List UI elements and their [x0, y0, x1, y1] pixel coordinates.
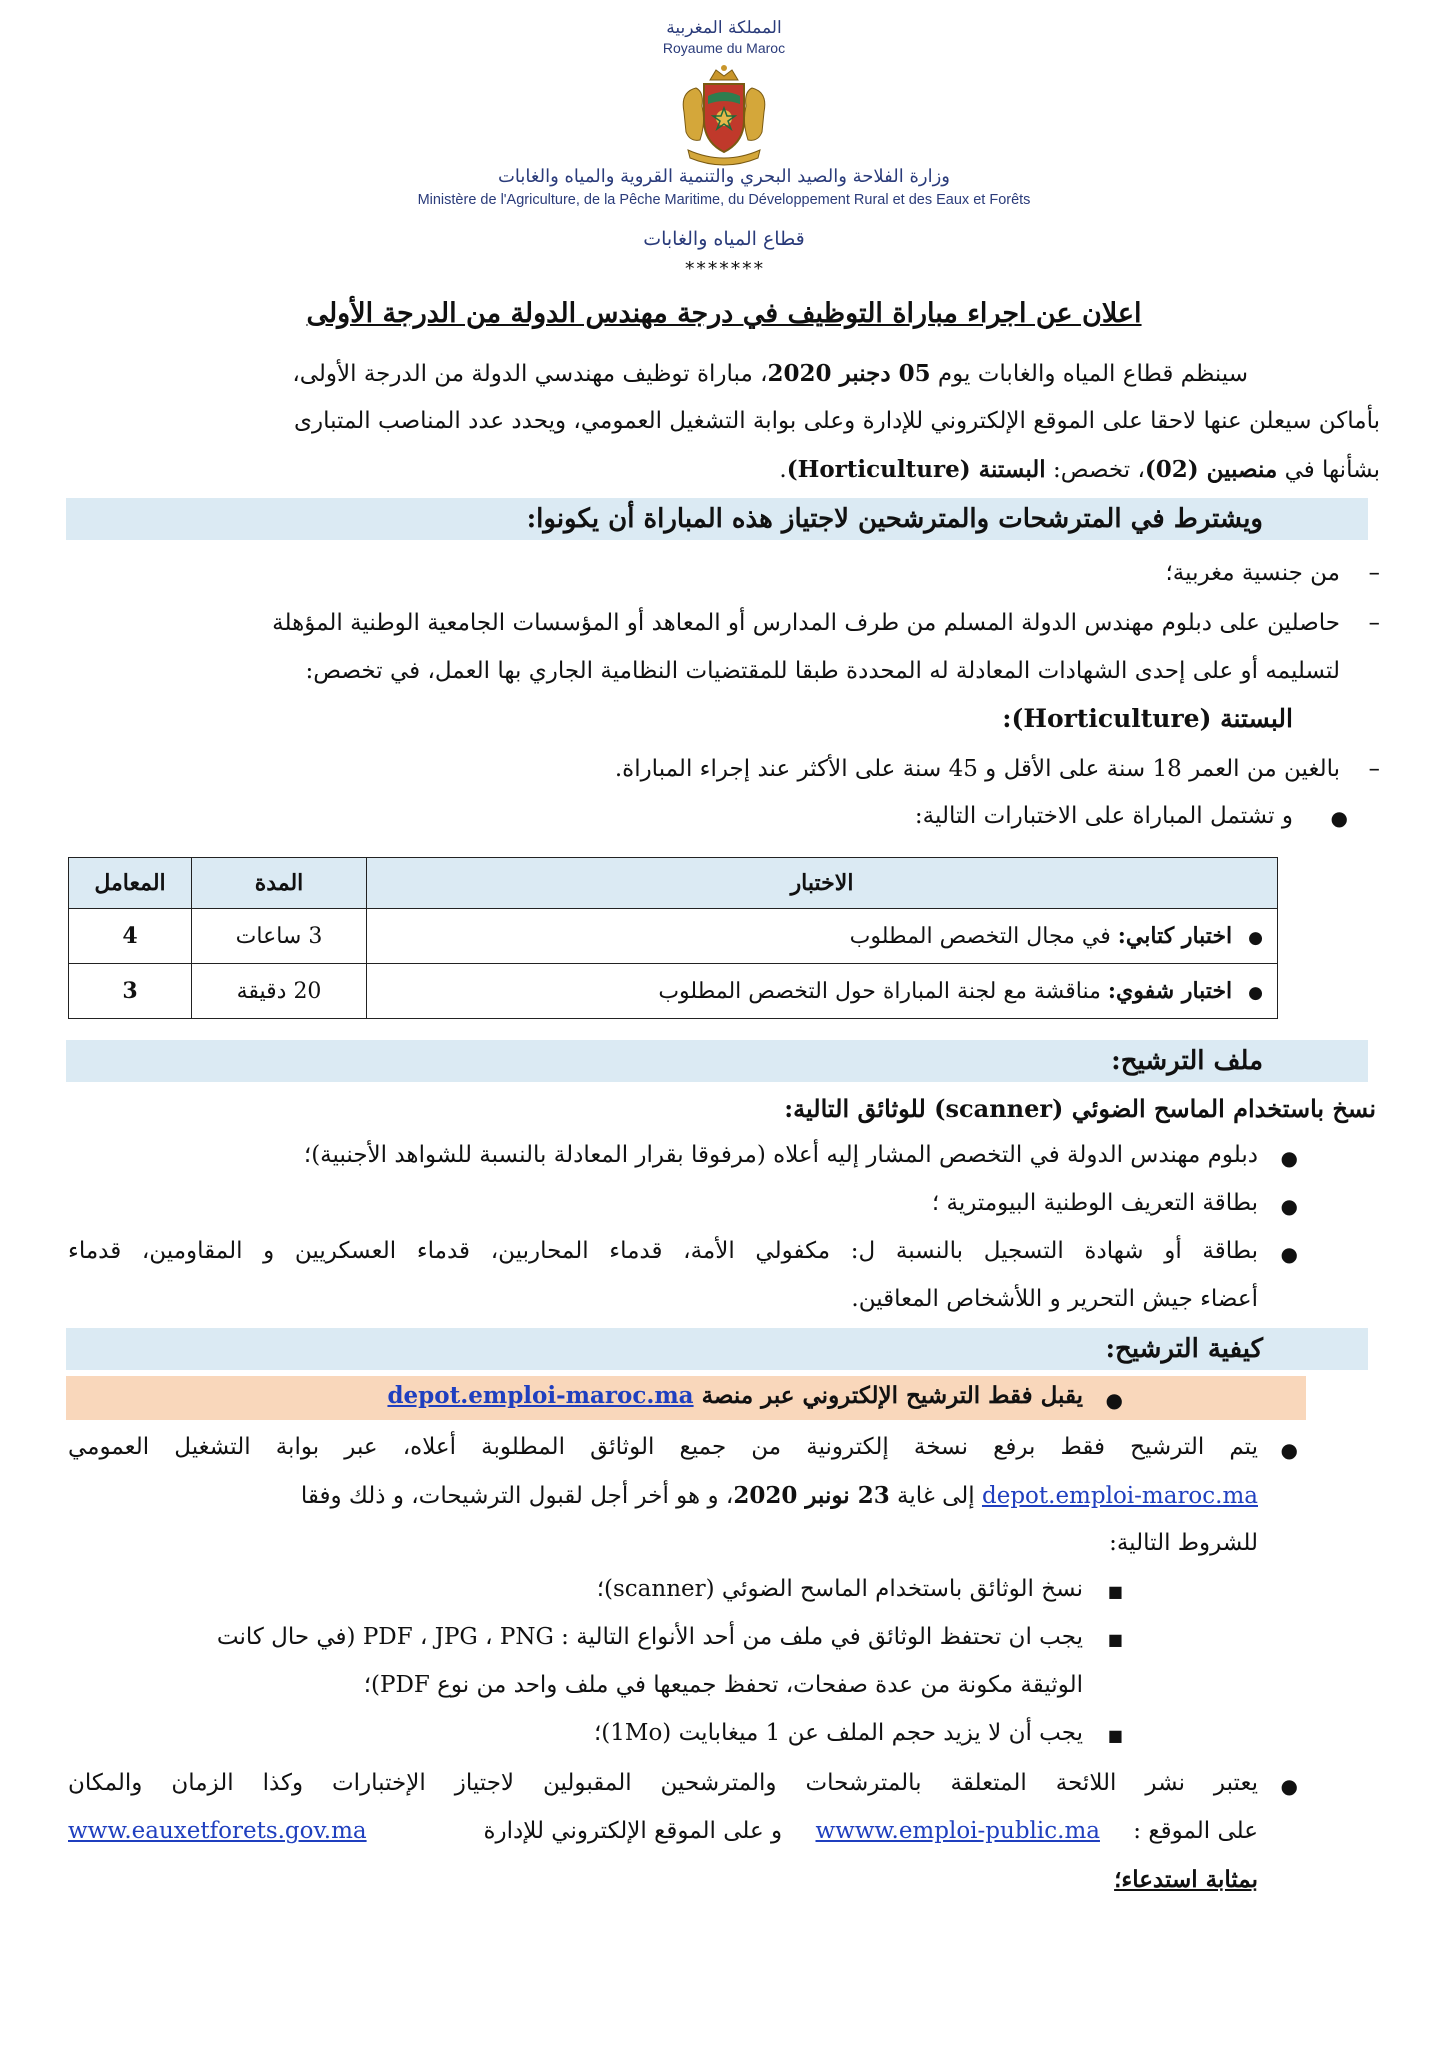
bullet-icon: ● [1248, 983, 1263, 1003]
publication-line-3: بمثابة استدعاء؛ [1114, 1866, 1258, 1893]
document-id-card: بطاقة التعريف الوطنية البيومترية ؛ [931, 1190, 1258, 1216]
bullet-icon: ● [1280, 1194, 1298, 1218]
ministry-name-french: Ministère de l'Agriculture, de la Pêche Maritime, du Développement Rural et des Eaux et Forêts [417, 192, 1031, 208]
table-row [69, 909, 1278, 964]
requirement-format-line-2: الوثيقة مكونة من عدة صفحات، تحفظ جميعها في ملف واحد من نوع PDF)؛ [363, 1672, 1083, 1698]
bullet-icon: ● [1105, 1388, 1123, 1412]
bullet-icon: ● [1248, 928, 1263, 948]
exam-coefficient: 4 [69, 909, 192, 964]
document-registration-line-2: أعضاء جيش التحرير و اللأشخاص المعاقين. [851, 1286, 1258, 1312]
online-only-text: يقبل فقط الترشيح الإلكتروني عبر منصة [693, 1382, 1083, 1409]
condition-diploma-line-1: حاصلين على دبلوم مهندس الدولة المسلم من طرف المدارس أو المعاهد أو المؤسسات الجامعية الوطنية المؤهلة [272, 610, 1340, 636]
condition-diploma-line-2: لتسليمه أو على إحدى الشهادات المعادلة له المحددة طبقا للمقتضيات النظامية الجاري بها العمل، في تخصص: [305, 658, 1340, 684]
square-bullet-icon: ■ [1107, 1630, 1123, 1649]
requirement-format-line-1: يجب ان تحتفظ الوثائق في ملف من أحد الأنواع التالية : PDF ، JPG ، PNG (في حال كانت [216, 1624, 1083, 1650]
publication-text: و على الموقع الإلكتروني للإدارة [483, 1818, 783, 1844]
online-only-notice [68, 1382, 1083, 1409]
document-registration-line-1: بطاقة أو شهادة التسجيل بالنسبة ل: مكفولي الأمة، قدماء المحاربين، قدماء العسكريين و المقاومين، قدماء [68, 1238, 1258, 1264]
depot-portal-link[interactable]: depot.emploi-maroc.ma [981, 1483, 1258, 1509]
announcement-title: اعلان عن اجراء مباراة التوظيف في درجة مهندس الدولة من الدرجة الأولى [306, 298, 1142, 329]
file-subheading: نسخ باستخدام الماسح الضوئي (scanner) للوثائق التالية: [784, 1094, 1376, 1123]
positions-count: منصبين (02) [1144, 456, 1278, 483]
ministry-name-arabic: وزارة الفلاحة والصيد البحري والتنمية القروية والمياه والغابات [497, 166, 950, 187]
bullet-icon: ● [1280, 1242, 1298, 1266]
header-test: الاختبار [367, 858, 1278, 909]
square-bullet-icon: ■ [1107, 1582, 1123, 1601]
intro-text: سينظم قطاع المياه والغابات يوم [930, 361, 1248, 387]
header-coefficient: المعامل [69, 858, 192, 909]
kingdom-name-french: Royaume du Maroc [662, 40, 786, 56]
dash-icon: – [1368, 560, 1380, 586]
table-row [69, 964, 1278, 1019]
publication-text: على الموقع : [1133, 1818, 1258, 1844]
header-duration: المدة [192, 858, 367, 909]
kingdom-name-arabic: المملكة المغربية [666, 18, 782, 38]
exam-test-cell [367, 964, 1278, 1019]
bullet-icon: ● [1280, 1146, 1298, 1170]
intro-text: بشأنها في [1277, 457, 1380, 483]
intro-text: . [779, 457, 787, 483]
exams-intro: و تشتمل المباراة على الاختبارات التالية: [914, 803, 1293, 829]
table-header-row [69, 858, 1278, 909]
eauxetforets-link[interactable]: www.eauxetforets.gov.ma [68, 1818, 367, 1844]
depot-platform-link[interactable]: depot.emploi-maroc.ma [387, 1382, 694, 1409]
file-heading: ملف الترشيح: [1111, 1046, 1263, 1076]
exam-coefficient: 3 [69, 964, 192, 1019]
specialty: البستنة (Horticulture) [786, 456, 1046, 483]
bullet-icon: ● [1330, 806, 1348, 830]
procedure-line-3: للشروط التالية: [1109, 1530, 1258, 1556]
requirement-scanner: نسخ الوثائق باستخدام الماسح الضوئي (scanner)؛ [596, 1576, 1083, 1602]
moroccan-coat-of-arms-icon [670, 62, 778, 170]
condition-diploma-specialty: البستنة (Horticulture): [1002, 704, 1293, 733]
procedure-text: إلى غاية [889, 1483, 982, 1509]
exam-duration: 20 دقيقة [192, 964, 367, 1019]
publication-line-1: يعتبر نشر اللائحة المتعلقة بالمترشحات والمترشحين المقبولين لاجتياز الإختبارات وكذا الزمان والمكان [68, 1770, 1258, 1796]
intro-line-1 [68, 360, 1248, 387]
requirement-size: يجب أن لا يزيد حجم الملف عن 1 ميغابايت (1Mo)؛ [593, 1720, 1083, 1746]
exams-table [68, 857, 1278, 1019]
square-bullet-icon: ■ [1107, 1726, 1123, 1745]
bullet-icon: ● [1280, 1438, 1298, 1462]
procedure-text: ، و هو أخر أجل لقبول الترشيحات، و ذلك وفقا [300, 1483, 734, 1509]
bullet-icon: ● [1280, 1774, 1298, 1798]
intro-text: ، مباراة توظيف مهندسي الدولة من الدرجة الأولى، [292, 361, 768, 387]
emploi-public-link[interactable]: wwww.emploi-public.ma [815, 1818, 1100, 1844]
procedure-line-1: يتم الترشيح فقط برفع نسخة إلكترونية من جميع الوثائق المطلوبة أعلاه، عبر بوابة التشغيل العمومي [68, 1434, 1258, 1460]
exam-description: مناقشة مع لجنة المباراة حول التخصص المطلوب [658, 979, 1108, 1004]
exam-type: اختبار شفوي: [1107, 978, 1233, 1004]
separator-stars: ******* [683, 258, 765, 280]
exam-test-cell [367, 909, 1278, 964]
intro-line-2: بأماكن سيعلن عنها لاحقا على الموقع الإلكتروني للإدارة وعلى بوابة التشغيل العمومي، ويحدد عدد المناصب المتبارى [294, 408, 1380, 434]
dash-icon: – [1368, 610, 1380, 636]
intro-text: ، تخصص: [1045, 457, 1145, 483]
dash-icon: – [1368, 756, 1380, 782]
exam-duration: 3 ساعات [192, 909, 367, 964]
condition-nationality: من جنسية مغربية؛ [1165, 560, 1340, 586]
intro-line-3 [68, 456, 1380, 483]
exam-type: اختبار كتابي: [1117, 923, 1233, 949]
document-diploma: دبلوم مهندس الدولة في التخصص المشار إليه أعلاه (مرفوقا بقرار المعادلة بالنسبة للشواهد الأجنبية)؛ [303, 1142, 1258, 1168]
condition-age: بالغين من العمر 18 سنة على الأقل و 45 سنة على الأكثر عند إجراء المباراة. [614, 756, 1340, 782]
conditions-heading: ويشترط في المترشحات والمترشحين لاجتياز هذه المباراة أن يكونوا: [526, 504, 1263, 534]
how-heading: كيفية الترشيح: [1105, 1334, 1263, 1364]
deadline-date: 23 نونبر 2020 [733, 1482, 890, 1509]
exam-date: 05 دجنبر 2020 [767, 360, 931, 387]
exam-description: في مجال التخصص المطلوب [849, 924, 1118, 949]
procedure-line-2 [68, 1482, 1258, 1509]
sector-name: قطاع المياه والغابات [643, 228, 805, 250]
publication-line-2 [68, 1818, 1258, 1844]
